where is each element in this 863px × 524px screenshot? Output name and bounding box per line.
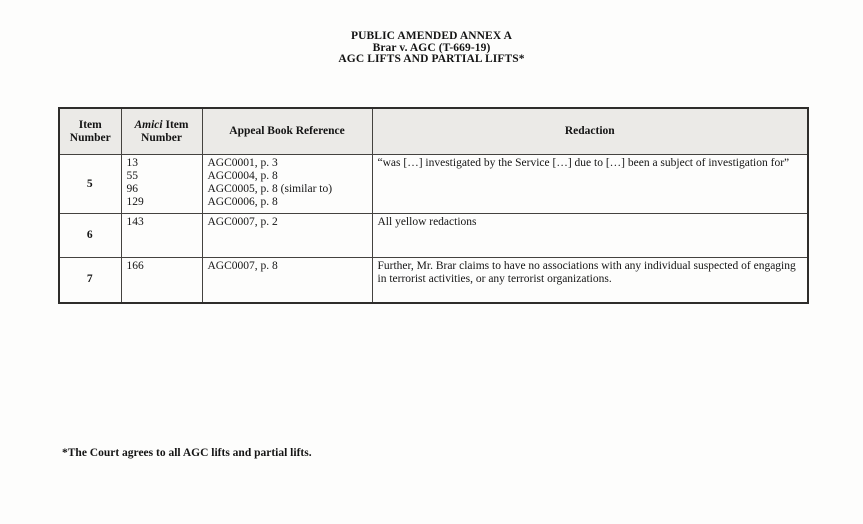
- amici-item-number-cell: [121, 155, 202, 214]
- document-title-block: [0, 31, 863, 66]
- cell-line: AGC0007, p. 8: [207, 260, 278, 272]
- table-row: [59, 155, 808, 214]
- table-body: [59, 155, 808, 303]
- header-appeal-book-label: Appeal Book Reference: [229, 125, 345, 137]
- item-number-cell: [59, 258, 121, 303]
- redaction-cell: [372, 155, 808, 214]
- cell-line: 143: [126, 216, 144, 228]
- item-number-cell: [59, 155, 121, 214]
- amici-item-number-cell: [121, 258, 202, 303]
- item-number-cell: [59, 214, 121, 258]
- cell-line: AGC0006, p. 8: [207, 196, 278, 208]
- cell-line: 6: [86, 229, 93, 241]
- header-amici-italic-label: Amici: [134, 118, 163, 131]
- redaction-cell: [372, 214, 808, 258]
- header-amici-rest-label: Item Number: [141, 118, 189, 144]
- cell-line: “was […] investigated by the Service […] due to […] been a subject of investigation for”: [377, 157, 790, 169]
- cell-line: 7: [86, 273, 93, 286]
- agc-lifts-table: [58, 107, 809, 304]
- footnote: *The Court agrees to all AGC lifts and partial lifts.: [62, 447, 312, 459]
- redaction-cell: [372, 258, 808, 303]
- table-row: [59, 214, 808, 258]
- cell-line: AGC0004, p. 8: [207, 170, 278, 182]
- cell-line: AGC0007, p. 2: [207, 216, 278, 228]
- header-item-number-label: Item Number: [69, 118, 111, 144]
- header-redaction-label: Redaction: [564, 125, 615, 137]
- cell-line: 166: [126, 260, 144, 272]
- title-line-case: Brar v. AGC (T-669-19): [372, 41, 491, 54]
- cell-line: Further, Mr. Brar claims to have no associations with any individual suspected of engaging in terrorist activities, or any terrorist organizations.: [377, 260, 799, 285]
- header-item-number: [59, 108, 121, 155]
- header-redaction: [372, 108, 808, 155]
- title-line-subject: AGC LIFTS AND PARTIAL LIFTS*: [338, 53, 525, 65]
- table-header-row: [59, 108, 808, 155]
- cell-line: AGC0001, p. 3: [207, 157, 278, 169]
- header-amici-item-number: [121, 108, 202, 155]
- table-row: [59, 258, 808, 303]
- cell-line: All yellow redactions: [377, 216, 477, 228]
- amici-item-number-cell: [121, 214, 202, 258]
- appeal-book-reference-cell: [202, 258, 372, 303]
- cell-line: AGC0005, p. 8 (similar to): [207, 183, 333, 195]
- title-line-annex: PUBLIC AMENDED ANNEX A: [351, 30, 512, 42]
- cell-line: 13: [126, 157, 138, 169]
- header-appeal-book-reference: [202, 108, 372, 155]
- cell-line: 129: [126, 196, 144, 208]
- cell-line: 5: [86, 177, 93, 190]
- appeal-book-reference-cell: [202, 214, 372, 258]
- cell-line: 55: [126, 170, 138, 182]
- cell-line: 96: [126, 183, 138, 195]
- appeal-book-reference-cell: [202, 155, 372, 214]
